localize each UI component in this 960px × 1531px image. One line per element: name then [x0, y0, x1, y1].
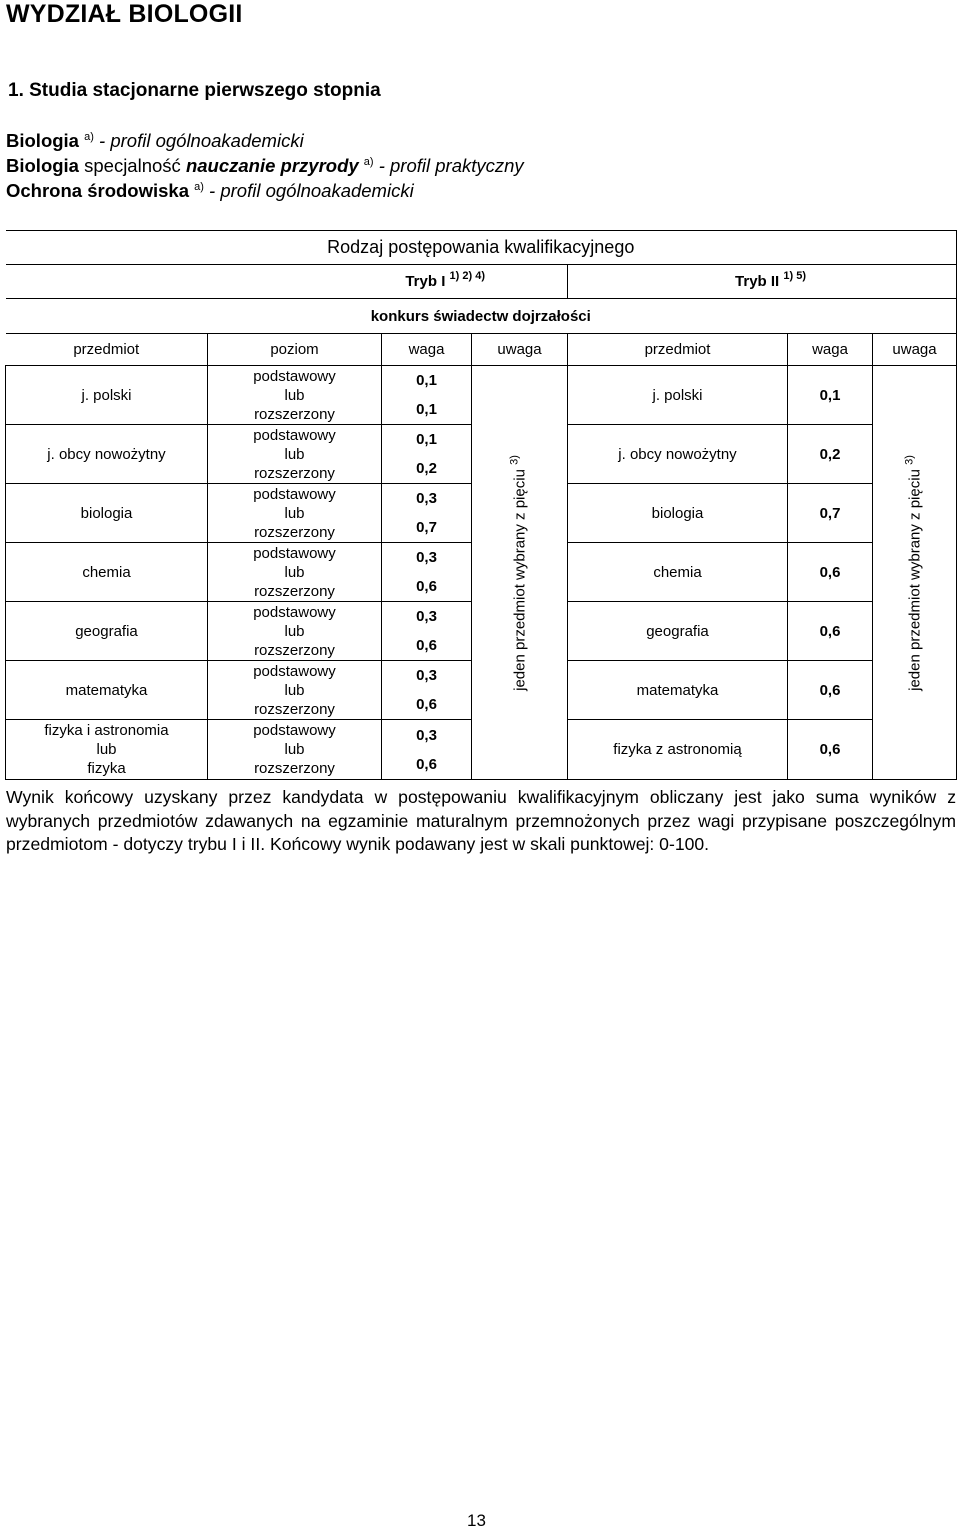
footer-paragraph: Wynik końcowy uzyskany przez kandydata w postępowaniu kwalifikacyjnym obliczany jest jako suma wyników z wybranych przedmiotów zdawanych na egzaminie maturalnym przemnożonych przez wagi przypisane poszczególnym przedmiotom - dotyczy trybu I i II. Końcowy wynik podawany jest w skali punktowej: 0-100.: [6, 787, 956, 854]
footnote-marker: a): [194, 181, 204, 193]
weight-cell-tryb-2: 0,6: [788, 602, 873, 661]
footnote-marker: a): [363, 156, 374, 168]
subject-cell: chemia: [6, 543, 208, 602]
subject-cell: fizyka i astronomia lub fizyka: [6, 720, 208, 780]
weight-cell: 0,3 0,6: [382, 720, 472, 780]
weight-cell-tryb-2: 0,6: [788, 661, 873, 720]
uwaga-cell-tryb-1: jeden przedmiot wybrany z pięciu $^{3)}$: [472, 366, 568, 780]
subject-cell: biologia: [6, 484, 208, 543]
col-header-przedmiot-2: przedmiot: [568, 334, 788, 366]
weight-cell: 0,3 0,7: [382, 484, 472, 543]
col-header-uwaga-2: uwaga: [873, 334, 957, 366]
level-cell: podstawowy lub rozszerzony: [208, 720, 382, 780]
weight-cell: 0,1 0,2: [382, 425, 472, 484]
subject-cell: matematyka: [6, 661, 208, 720]
program-profile: - profil praktyczny: [373, 155, 524, 176]
program-line-1: [6, 130, 304, 152]
program-spec-label: specjalność: [78, 155, 186, 176]
subject-cell-tryb-2: j. polski: [568, 366, 788, 425]
program-name: Ochrona środowiska: [6, 180, 189, 201]
level-cell: podstawowy lub rozszerzony: [208, 366, 382, 425]
weight-cell: 0,3 0,6: [382, 543, 472, 602]
weight-cell: 0,1 0,1: [382, 366, 472, 425]
level-cell: podstawowy lub rozszerzony: [208, 661, 382, 720]
page-number: 13: [467, 1511, 486, 1530]
qualification-table: [5, 230, 957, 780]
subject-cell-tryb-2: fizyka z astronomią: [568, 720, 788, 780]
col-header-przedmiot: przedmiot: [6, 334, 208, 366]
footnote-marker: a): [84, 131, 94, 143]
section-heading: 1. Studia stacjonarne pierwszego stopnia: [8, 80, 381, 101]
weight-cell: 0,3 0,6: [382, 661, 472, 720]
subject-cell-tryb-2: geografia: [568, 602, 788, 661]
level-cell: podstawowy lub rozszerzony: [208, 425, 382, 484]
col-header-uwaga: uwaga: [472, 334, 568, 366]
level-cell: podstawowy lub rozszerzony: [208, 484, 382, 543]
table-subheader: konkurs świadectw dojrzałości: [6, 299, 957, 334]
program-name: Biologia: [6, 155, 79, 176]
level-cell: podstawowy lub rozszerzony: [208, 602, 382, 661]
level-cell: podstawowy lub rozszerzony: [208, 543, 382, 602]
subject-cell: j. obcy nowożytny: [6, 425, 208, 484]
subject-cell: j. polski: [6, 366, 208, 425]
weight-cell-tryb-2: 0,6: [788, 720, 873, 780]
program-profile: - profil ogólnoakademicki: [203, 180, 414, 201]
col-header-waga: waga: [382, 334, 472, 366]
weight-cell-tryb-2: 0,1: [788, 366, 873, 425]
tryb-1-header: Tryb I $^{1) 2) 4)}$: [6, 265, 568, 299]
page-title: WYDZIAŁ BIOLOGII: [6, 0, 243, 28]
weight-cell-tryb-2: 0,6: [788, 543, 873, 602]
subject-cell-tryb-2: matematyka: [568, 661, 788, 720]
program-profile: - profil ogólnoakademicki: [93, 130, 304, 151]
subject-cell-tryb-2: j. obcy nowożytny: [568, 425, 788, 484]
table-main-header: Rodzaj postępowania kwalifikacyjnego: [6, 231, 957, 265]
program-line-3: [6, 180, 414, 202]
program-line-2: [6, 155, 524, 177]
uwaga-cell-tryb-2: jeden przedmiot wybrany z pięciu $^{3)}$: [873, 366, 957, 780]
tryb-2-header: Tryb II $^{1) 5)}$: [568, 265, 957, 299]
weight-cell-tryb-2: 0,7: [788, 484, 873, 543]
weight-cell-tryb-2: 0,2: [788, 425, 873, 484]
subject-cell-tryb-2: biologia: [568, 484, 788, 543]
program-name: Biologia: [6, 130, 79, 151]
subject-cell: geografia: [6, 602, 208, 661]
weight-cell: 0,3 0,6: [382, 602, 472, 661]
col-header-waga-2: waga: [788, 334, 873, 366]
subject-cell-tryb-2: chemia: [568, 543, 788, 602]
table-row: [6, 366, 957, 425]
program-specialization: nauczanie przyrody: [185, 155, 359, 176]
col-header-poziom: poziom: [208, 334, 382, 366]
